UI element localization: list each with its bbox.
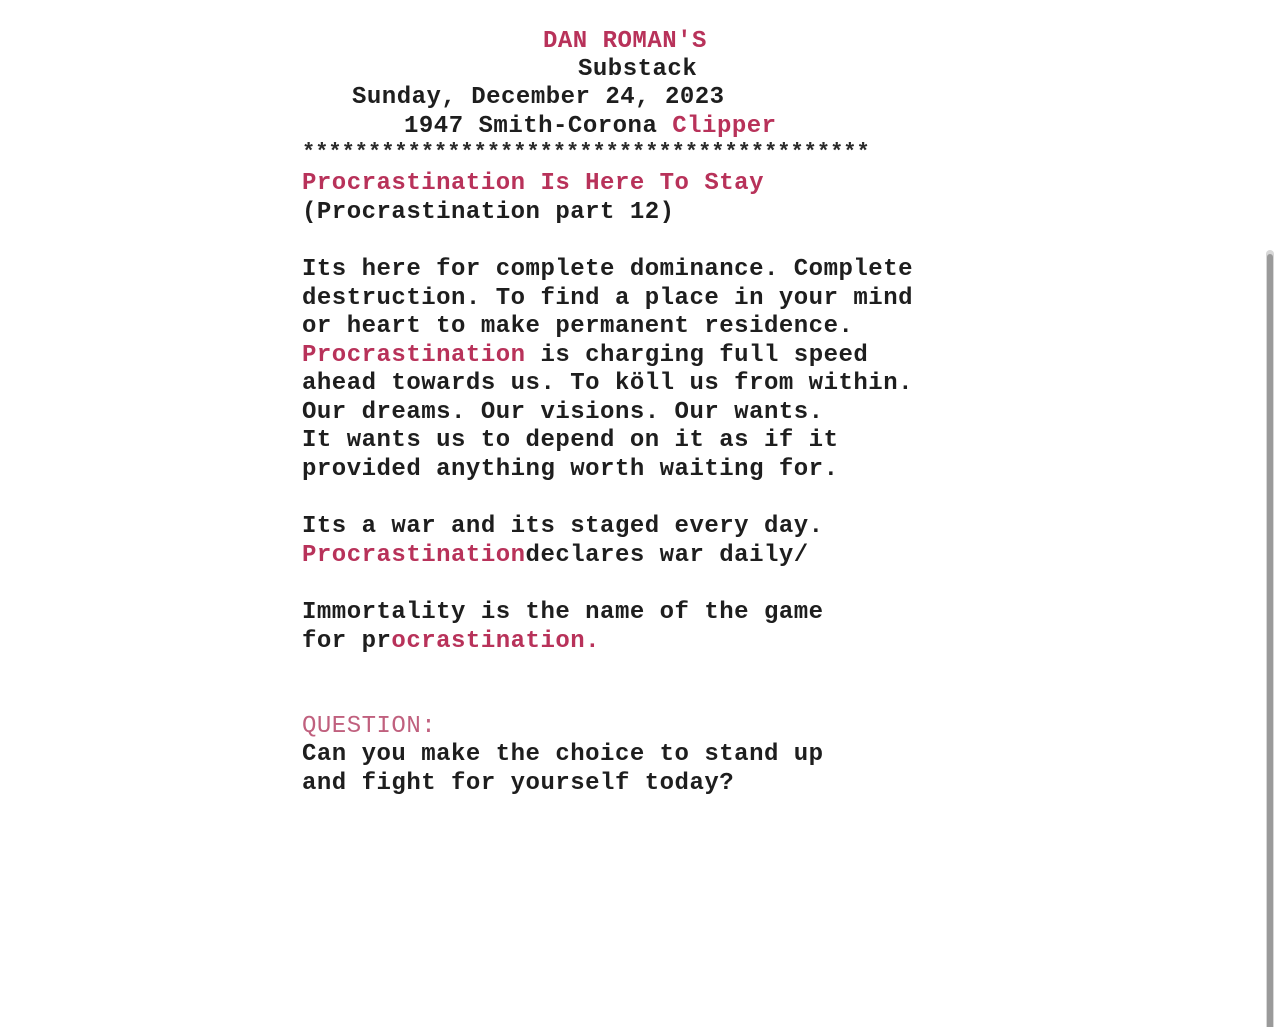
typewriter-name: Clipper	[672, 113, 777, 140]
paragraph1-line7: It wants us to depend on it as if it	[302, 427, 839, 454]
question-label: QUESTION:	[302, 713, 437, 740]
paragraph1-line4	[302, 342, 868, 370]
paragraph2-line2-rest: declares war daily/	[525, 542, 809, 569]
paragraph1-line1: Its here for complete dominance. Complete	[302, 256, 913, 283]
paragraph2-line2	[302, 542, 809, 570]
publication-name: Substack	[578, 56, 698, 83]
article-subtitle: (Procrastination part 12)	[302, 199, 675, 226]
paragraph1-line8: provided anything worth waiting for.	[302, 456, 839, 483]
paragraph1-line6: Our dreams. Our visions. Our wants.	[302, 399, 824, 426]
procrastination-word: Procrastination	[302, 342, 526, 369]
question-line2: and fight for yourself today?	[302, 770, 735, 797]
typewriter-line	[404, 113, 777, 141]
paragraph1-line3: or heart to make permanent residence.	[302, 313, 854, 340]
paragraph3-line2-start: for pr	[302, 628, 392, 655]
divider-stars: *******************************************	[302, 140, 870, 165]
question-line1: Can you make the choice to stand up	[302, 741, 824, 768]
paragraph3-line2	[302, 628, 600, 656]
paragraph1-line4-rest: is charging full speed	[525, 342, 869, 369]
paragraph2-line1: Its a war and its staged every day.	[302, 513, 824, 540]
paragraph1-line5: ahead towards us. To köll us from within.	[302, 370, 913, 397]
procrastination-word: Procrastination	[302, 542, 526, 569]
typewriter-model: 1947 Smith-Corona	[404, 113, 673, 140]
procrastination-word: ocrastination.	[391, 628, 601, 655]
vertical-scrollbar-thumb[interactable]	[1267, 254, 1273, 1027]
paragraph1-line2: destruction. To find a place in your mind	[302, 285, 913, 312]
author-heading: DAN ROMAN'S	[543, 28, 707, 55]
article-title: Procrastination Is Here To Stay	[302, 170, 764, 197]
paragraph3-line1: Immortality is the name of the game	[302, 599, 824, 626]
post-date: Sunday, December 24, 2023	[352, 84, 725, 111]
